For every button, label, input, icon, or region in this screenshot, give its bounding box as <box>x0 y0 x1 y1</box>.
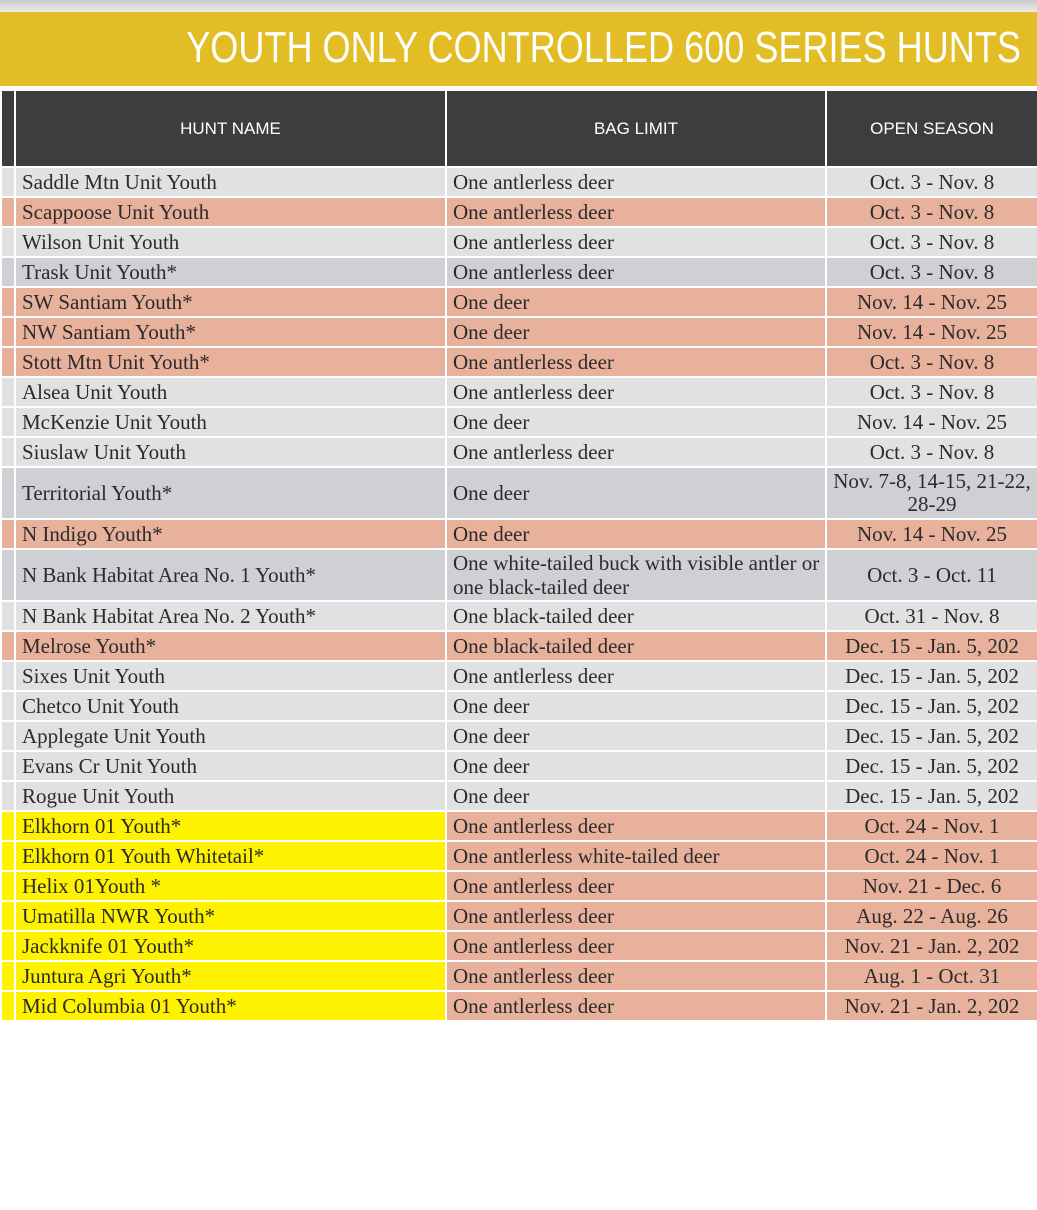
table-row <box>1 991 1037 1021</box>
row-edge <box>1 167 15 197</box>
hunt-name-cell: N Indigo Youth* <box>15 519 446 549</box>
bag-limit-cell: One antlerless deer <box>446 991 826 1021</box>
row-edge <box>1 317 15 347</box>
open-season-cell: Nov. 14 - Nov. 25 <box>826 407 1037 437</box>
hunt-name-cell: Stott Mtn Unit Youth* <box>15 347 446 377</box>
row-edge <box>1 931 15 961</box>
bag-limit-cell: One deer <box>446 721 826 751</box>
row-edge <box>1 661 15 691</box>
bag-limit-cell: One deer <box>446 467 826 519</box>
row-edge <box>1 197 15 227</box>
open-season-cell: Oct. 24 - Nov. 1 <box>826 811 1037 841</box>
hunt-name-cell: Elkhorn 01 Youth* <box>15 811 446 841</box>
table-row <box>1 871 1037 901</box>
row-edge <box>1 519 15 549</box>
open-season-cell: Nov. 21 - Jan. 2, 202 <box>826 931 1037 961</box>
hunt-name-cell: Saddle Mtn Unit Youth <box>15 167 446 197</box>
table-row <box>1 841 1037 871</box>
hunt-name-cell: N Bank Habitat Area No. 1 Youth* <box>15 549 446 601</box>
bag-limit-cell: One black-tailed deer <box>446 631 826 661</box>
hunts-table <box>0 89 1037 1022</box>
open-season-cell: Nov. 21 - Dec. 6 <box>826 871 1037 901</box>
open-season-cell: Dec. 15 - Jan. 5, 202 <box>826 751 1037 781</box>
table-row <box>1 407 1037 437</box>
hunt-name-cell: Applegate Unit Youth <box>15 721 446 751</box>
open-season-cell: Oct. 3 - Nov. 8 <box>826 257 1037 287</box>
table-row <box>1 601 1037 631</box>
bag-limit-cell: One deer <box>446 781 826 811</box>
open-season-cell: Dec. 15 - Jan. 5, 202 <box>826 631 1037 661</box>
row-edge <box>1 467 15 519</box>
table-row <box>1 751 1037 781</box>
bag-limit-cell: One antlerless deer <box>446 347 826 377</box>
table-row <box>1 519 1037 549</box>
table-row <box>1 317 1037 347</box>
row-edge <box>1 437 15 467</box>
bag-limit-cell: One antlerless deer <box>446 437 826 467</box>
bag-limit-cell: One antlerless deer <box>446 871 826 901</box>
bag-limit-cell: One antlerless deer <box>446 811 826 841</box>
page-title: YOUTH ONLY CONTROLLED 600 SERIES HUNTS <box>186 23 1021 72</box>
bag-limit-cell: One antlerless deer <box>446 167 826 197</box>
hunt-name-cell: Territorial Youth* <box>15 467 446 519</box>
open-season-cell: Oct. 31 - Nov. 8 <box>826 601 1037 631</box>
hunt-name-cell: Juntura Agri Youth* <box>15 961 446 991</box>
hunt-name-cell: Scappoose Unit Youth <box>15 197 446 227</box>
table-row <box>1 691 1037 721</box>
open-season-cell: Oct. 3 - Nov. 8 <box>826 227 1037 257</box>
bag-limit-cell: One deer <box>446 407 826 437</box>
table-row <box>1 227 1037 257</box>
row-edge <box>1 691 15 721</box>
hunt-name-cell: McKenzie Unit Youth <box>15 407 446 437</box>
row-edge <box>1 601 15 631</box>
hunt-name-cell: NW Santiam Youth* <box>15 317 446 347</box>
row-edge <box>1 377 15 407</box>
table-row <box>1 197 1037 227</box>
bag-limit-cell: One antlerless deer <box>446 257 826 287</box>
bag-limit-cell: One antlerless deer <box>446 661 826 691</box>
bag-limit-cell: One black-tailed deer <box>446 601 826 631</box>
row-edge <box>1 549 15 601</box>
row-edge <box>1 811 15 841</box>
table-row <box>1 781 1037 811</box>
bag-limit-cell: One antlerless deer <box>446 377 826 407</box>
header-bag-limit: BAG LIMIT <box>446 90 826 167</box>
open-season-cell: Aug. 22 - Aug. 26 <box>826 901 1037 931</box>
top-strip <box>0 0 1037 12</box>
table-row <box>1 811 1037 841</box>
open-season-cell: Oct. 3 - Oct. 11 <box>826 549 1037 601</box>
row-edge <box>1 257 15 287</box>
header-hunt-name: HUNT NAME <box>15 90 446 167</box>
hunt-name-cell: Evans Cr Unit Youth <box>15 751 446 781</box>
title-banner <box>0 12 1037 89</box>
open-season-cell: Dec. 15 - Jan. 5, 202 <box>826 661 1037 691</box>
hunt-name-cell: Rogue Unit Youth <box>15 781 446 811</box>
row-edge <box>1 871 15 901</box>
table-row <box>1 901 1037 931</box>
hunt-name-cell: Siuslaw Unit Youth <box>15 437 446 467</box>
table-row <box>1 721 1037 751</box>
row-edge <box>1 407 15 437</box>
row-edge <box>1 347 15 377</box>
open-season-cell: Oct. 3 - Nov. 8 <box>826 197 1037 227</box>
table-row <box>1 631 1037 661</box>
row-edge <box>1 961 15 991</box>
bag-limit-cell: One antlerless deer <box>446 931 826 961</box>
table-row <box>1 467 1037 519</box>
table-body <box>1 167 1037 1021</box>
open-season-cell: Nov. 21 - Jan. 2, 202 <box>826 991 1037 1021</box>
row-edge <box>1 901 15 931</box>
open-season-cell: Dec. 15 - Jan. 5, 202 <box>826 781 1037 811</box>
table-row <box>1 257 1037 287</box>
row-edge <box>1 781 15 811</box>
bag-limit-cell: One deer <box>446 751 826 781</box>
row-edge <box>1 751 15 781</box>
hunt-name-cell: SW Santiam Youth* <box>15 287 446 317</box>
bag-limit-cell: One deer <box>446 317 826 347</box>
open-season-cell: Nov. 14 - Nov. 25 <box>826 519 1037 549</box>
hunt-name-cell: Jackknife 01 Youth* <box>15 931 446 961</box>
open-season-cell: Dec. 15 - Jan. 5, 202 <box>826 691 1037 721</box>
bag-limit-cell: One antlerless white-tailed deer <box>446 841 826 871</box>
bag-limit-cell: One antlerless deer <box>446 227 826 257</box>
table-row <box>1 287 1037 317</box>
table-row <box>1 437 1037 467</box>
open-season-cell: Oct. 3 - Nov. 8 <box>826 167 1037 197</box>
open-season-cell: Dec. 15 - Jan. 5, 202 <box>826 721 1037 751</box>
hunt-name-cell: Mid Columbia 01 Youth* <box>15 991 446 1021</box>
bag-limit-cell: One antlerless deer <box>446 901 826 931</box>
hunt-name-cell: Trask Unit Youth* <box>15 257 446 287</box>
hunt-name-cell: Umatilla NWR Youth* <box>15 901 446 931</box>
row-edge <box>1 841 15 871</box>
hunt-name-cell: Helix 01Youth * <box>15 871 446 901</box>
row-edge <box>1 631 15 661</box>
open-season-cell: Oct. 3 - Nov. 8 <box>826 437 1037 467</box>
row-edge <box>1 227 15 257</box>
header-open-season: OPEN SEASON <box>826 90 1037 167</box>
open-season-cell: Oct. 3 - Nov. 8 <box>826 347 1037 377</box>
open-season-cell: Oct. 24 - Nov. 1 <box>826 841 1037 871</box>
bag-limit-cell: One deer <box>446 287 826 317</box>
table-row <box>1 167 1037 197</box>
open-season-cell: Nov. 7-8, 14-15, 21-22, 28-29 <box>826 467 1037 519</box>
table-row <box>1 549 1037 601</box>
hunt-name-cell: Elkhorn 01 Youth Whitetail* <box>15 841 446 871</box>
table-row <box>1 961 1037 991</box>
table-row <box>1 661 1037 691</box>
table-row <box>1 931 1037 961</box>
bag-limit-cell: One deer <box>446 519 826 549</box>
open-season-cell: Oct. 3 - Nov. 8 <box>826 377 1037 407</box>
row-edge <box>1 287 15 317</box>
hunt-name-cell: N Bank Habitat Area No. 2 Youth* <box>15 601 446 631</box>
header-row <box>1 90 1037 167</box>
hunt-name-cell: Alsea Unit Youth <box>15 377 446 407</box>
row-edge <box>1 991 15 1021</box>
bag-limit-cell: One deer <box>446 691 826 721</box>
hunt-name-cell: Sixes Unit Youth <box>15 661 446 691</box>
bag-limit-cell: One antlerless deer <box>446 197 826 227</box>
open-season-cell: Nov. 14 - Nov. 25 <box>826 317 1037 347</box>
open-season-cell: Aug. 1 - Oct. 31 <box>826 961 1037 991</box>
header-edge <box>1 90 15 167</box>
table-row <box>1 377 1037 407</box>
hunt-name-cell: Melrose Youth* <box>15 631 446 661</box>
hunt-name-cell: Chetco Unit Youth <box>15 691 446 721</box>
open-season-cell: Nov. 14 - Nov. 25 <box>826 287 1037 317</box>
bag-limit-cell: One antlerless deer <box>446 961 826 991</box>
table-row <box>1 347 1037 377</box>
row-edge <box>1 721 15 751</box>
bag-limit-cell: One white-tailed buck with visible antler or one black-tailed deer <box>446 549 826 601</box>
hunt-name-cell: Wilson Unit Youth <box>15 227 446 257</box>
